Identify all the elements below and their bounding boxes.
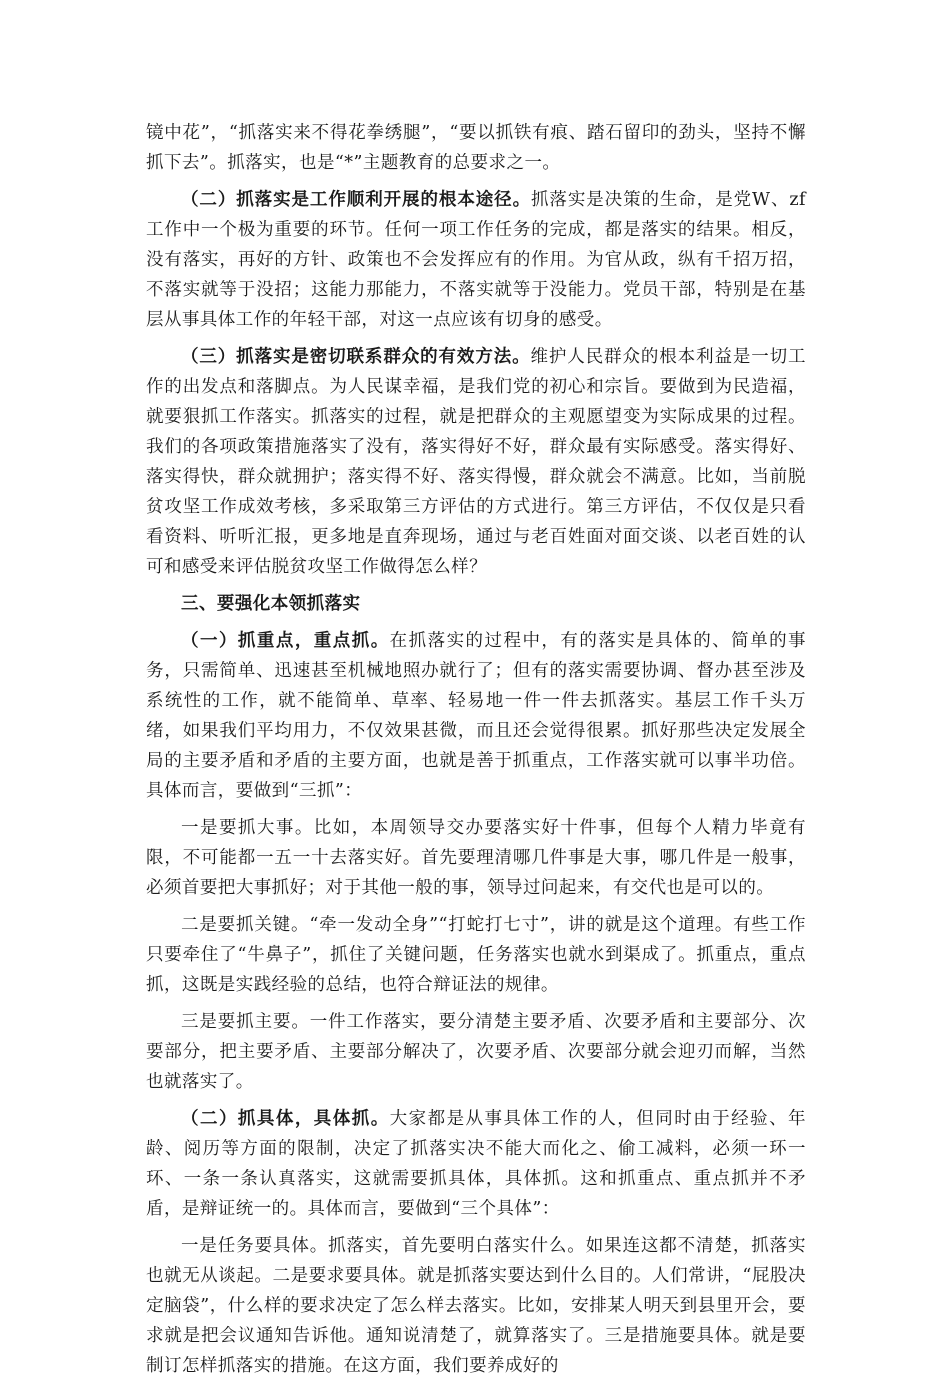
section-heading-3: 三、要强化本领抓落实: [181, 594, 361, 614]
paragraph-point-1: [146, 813, 806, 903]
paragraph-continued: [146, 118, 806, 178]
paragraph-lead: （二）抓落实是工作顺利开展的根本途径。: [181, 190, 531, 210]
paragraph-text: 维护人民群众的根本利益是一切工作的出发点和落脚点。为人民谋幸福，是我们党的初心和宗旨。要做到为民造福，就要狠抓工作落实。抓落实的过程，就是把群众的主观愿望变为实际成果的过程。我们的各项政策措施落实了没有，落实得好不好，群众最有实际感受。落实得好、落实得快，群众就拥护；落实得不好、落实得慢，群众就会不满意。比如，当前脱贫攻坚工作成效考核，多采取第三方评估的方式进行。第三方评估，不仅仅是只看看资料、听听汇报，更多地是直奔现场，通过与老百姓面对面交谈、以老百姓的认可和感受来评估脱贫攻坚工作做得怎么样？: [146, 347, 806, 577]
paragraph-text: 大家都是从事具体工作的人，但同时由于经验、年龄、阅历等方面的限制，决定了抓落实决不能大而化之、偷工减料，必须一环一环、一条一条认真落实，这就需要抓具体，具体抓。这和抓重点、重点抓并不矛盾，是辩证统一的。具体而言，要做到“三个具体”：: [146, 1109, 806, 1219]
paragraph-lead: （二）抓具体，具体抓。: [181, 1109, 390, 1129]
paragraph-text: 抓落实是决策的生命，是党W、zf工作中一个极为重要的环节。任何一项工作任务的完成，都是落实的结果。相反，没有落实，再好的方针、政策也不会发挥应有的作用。为官从政，纵有千招万招，不落实就等于没招；这能力那能力，不落实就等于没能力。党员干部，特别是在基层从事具体工作的年轻干部，对这一点应该有切身的感受。: [146, 190, 806, 330]
paragraph-text: 一是任务要具体。抓落实，首先要明白落实什么。如果连这都不清楚，抓落实也就无从谈起。二是要求要具体。就是抓落实要达到什么目的。人们常讲，“屁股决定脑袋”，什么样的要求决定了怎么样去落实。比如，安排某人明天到县里开会，要求就是把会议通知告诉他。通知说清楚了，就算落实了。三是措施要具体。就是要制订怎样抓落实的措施。在这方面，我们要养成好的: [146, 1236, 806, 1376]
paragraph-lead: （一）抓重点，重点抓。: [181, 631, 390, 651]
paragraph-text: 在抓落实的过程中，有的落实是具体的、简单的事务，只需简单、迅速甚至机械地照办就行了；但有的落实需要协调、督办甚至涉及系统性的工作，就不能简单、草率、轻易地一件一件去抓落实。基层工作千头万绪，如果我们平均用力，不仅效果甚微，而且还会觉得很累。抓好那些决定发展全局的主要矛盾和矛盾的主要方面，也就是善于抓重点，工作落实就可以事半功倍。具体而言，要做到“三抓”：: [146, 631, 806, 801]
paragraph-point-3: [146, 1007, 806, 1097]
paragraph-subsection-3-2: [146, 1104, 806, 1224]
paragraph-lead: （三）抓落实是密切联系群众的有效方法。: [181, 347, 531, 367]
paragraph-specifics: [146, 1231, 806, 1381]
paragraph-subsection-2-3: [146, 342, 806, 582]
paragraph-text: 镜中花”，“抓落实来不得花拳绣腿”，“要以抓铁有痕、踏石留印的劲头，坚持不懈抓下去”。抓落实，也是“*”主题教育的总要求之一。: [146, 123, 806, 173]
document-page: [146, 118, 806, 1388]
paragraph-text: 一是要抓大事。比如，本周领导交办要落实好十件事，但每个人精力毕竟有限，不可能都一五一十去落实好。首先要理清哪几件事是大事，哪几件是一般事，必须首要把大事抓好；对于其他一般的事，领导过问起来，有交代也是可以的。: [146, 818, 806, 898]
paragraph-subsection-3-1: [146, 626, 806, 806]
paragraph-text: 二是要抓关键。“牵一发动全身”“打蛇打七寸”，讲的就是这个道理。有些工作只要牵住了“牛鼻子”，抓住了关键问题，任务落实也就水到渠成了。抓重点，重点抓，这既是实践经验的总结，也符合辩证法的规律。: [146, 915, 806, 995]
paragraph-subsection-2-2: [146, 185, 806, 335]
paragraph-point-2: [146, 910, 806, 1000]
paragraph-text: 三是要抓主要。一件工作落实，要分清楚主要矛盾、次要矛盾和主要部分、次要部分，把主要矛盾、主要部分解决了，次要矛盾、次要部分就会迎刃而解，当然也就落实了。: [146, 1012, 806, 1092]
